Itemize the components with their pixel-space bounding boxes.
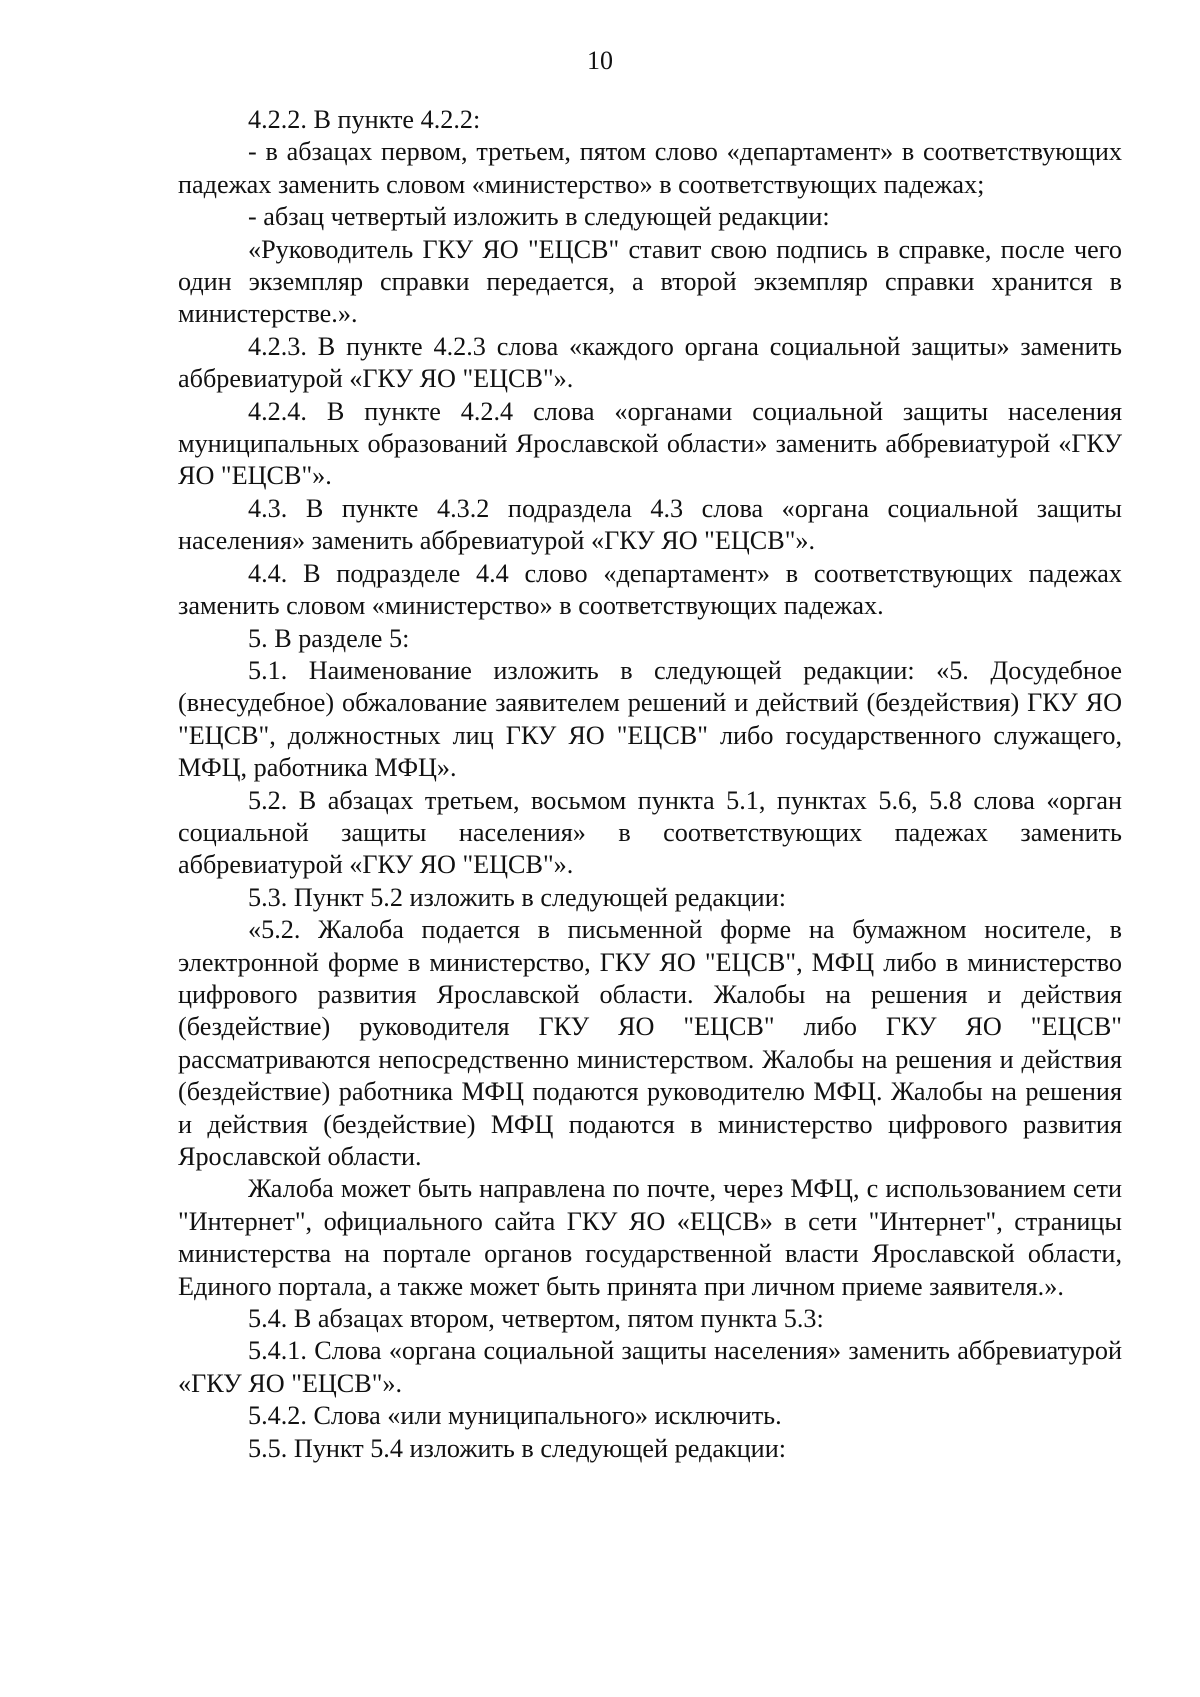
paragraph: 5.5. Пункт 5.4 изложить в следующей редакции: (248, 1433, 786, 1463)
paragraph: 5.1. Наименование изложить в следующей редакции: «5. Досудебное (внесудебное) обжалование заявителем решений и действий (бездействия) ГКУ ЯО "ЕЦСВ", должностных лиц ГКУ ЯО "ЕЦСВ" либо государственного служащего, МФЦ, работника МФЦ». (178, 655, 1122, 783)
paragraph: 5.2. В абзацах третьем, восьмом пункта 5.1, пунктах 5.6, 5.8 слова «орган социальной защиты населения» в соответствующих падежах заменить аббревиатурой «ГКУ ЯО "ЕЦСВ"». (178, 785, 1122, 880)
paragraph: 4.3. В пункте 4.3.2 подраздела 4.3 слова «органа социальной защиты населения» заменить аббревиатурой «ГКУ ЯО "ЕЦСВ"». (178, 493, 1122, 556)
paragraph: 4.2.2. В пункте 4.2.2: (248, 105, 481, 134)
page-number: 10 (587, 46, 613, 75)
paragraph: 5.4.2. Слова «или муниципального» исключить. (248, 1401, 782, 1431)
paragraph: - абзац четвертый изложить в следующей редакции: (248, 202, 830, 232)
paragraph: «5.2. Жалоба подается в письменной форме на бумажном носителе, в электронной форме в министерство, ГКУ ЯО "ЕЦСВ", МФЦ либо в министерство цифрового развития Ярославской области. Жалобы на решения и действия (бездействие) руководителя ГКУ ЯО "ЕЦСВ" либо ГКУ ЯО "ЕЦСВ" рассматриваются непосредственно министерством. Жалобы на решения и действия (бездействие) работника МФЦ подаются руководителю МФЦ. Жалобы на решения и действия (бездействие) МФЦ подаются в министерство цифрового развития Ярославской области. (178, 915, 1122, 1171)
paragraph: 5.3. Пункт 5.2 изложить в следующей редакции: (248, 882, 786, 912)
paragraph: Жалоба может быть направлена по почте, через МФЦ, с использованием сети "Интернет", официального сайта ГКУ ЯО «ЕЦСВ» в сети "Интернет", страницы министерства на портале органов государственной власти Ярославской области, Единого портала, а также может быть принята при личном приеме заявителя.». (178, 1174, 1122, 1301)
paragraph: - в абзацах первом, третьем, пятом слово «департамент» в соответствующих падежах заменить словом «министерство» в соответствующих падежах; (178, 137, 1122, 199)
paragraph: 5.4.1. Слова «органа социальной защиты населения» заменить аббревиатурой «ГКУ ЯО "ЕЦСВ"». (178, 1336, 1122, 1398)
paragraph: «Руководитель ГКУ ЯО "ЕЦСВ" ставит свою подпись в справке, после чего один экземпляр справки передается, а второй экземпляр справки хранится в министерстве.». (178, 234, 1122, 329)
paragraph: 4.2.4. В пункте 4.2.4 слова «органами социальной защиты населения муниципальных образований Ярославской области» заменить аббревиатурой «ГКУ ЯО "ЕЦСВ"». (178, 396, 1122, 491)
paragraph: 5.4. В абзацах втором, четвертом, пятом пункта 5.3: (248, 1304, 824, 1334)
document-body (178, 104, 1122, 1465)
paragraph: 4.4. В подразделе 4.4 слово «департамент» в соответствующих падежах заменить словом «министерство» в соответствующих падежах. (178, 558, 1122, 621)
paragraph: 4.2.3. В пункте 4.2.3 слова «каждого органа социальной защиты» заменить аббревиатурой «ГКУ ЯО "ЕЦСВ"». (178, 331, 1122, 394)
paragraph: 5. В разделе 5: (248, 623, 410, 653)
